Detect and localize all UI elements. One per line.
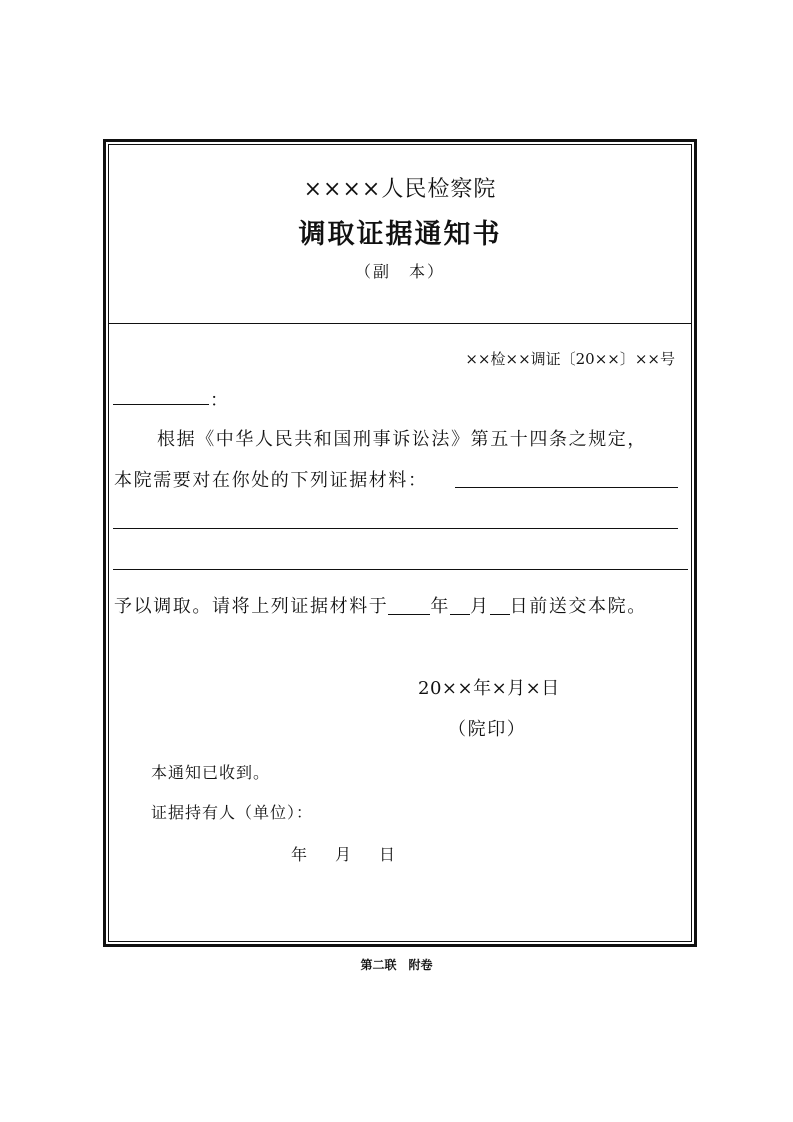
- receipt-date-fields: 年 月 日: [291, 845, 402, 864]
- addressee-colon: ：: [210, 390, 230, 411]
- materials-blank-1: [455, 487, 678, 488]
- materials-blank-2: [113, 528, 678, 529]
- day-blank: [490, 596, 510, 615]
- issue-date: 20××年×月×日: [418, 678, 560, 699]
- year-blank: [388, 596, 430, 615]
- body-line-3: [114, 592, 647, 618]
- body-line-2: 本院需要对在你处的下列证据材料：: [114, 470, 428, 491]
- body-line-3-start: 予以调取。请将上列证据材料于: [114, 596, 389, 617]
- month-blank: [450, 596, 470, 615]
- receipt-acknowledgement: 本通知已收到。: [151, 763, 271, 782]
- court-seal-label: （院印）: [448, 719, 527, 740]
- body-line-3-end: 日前送交本院。: [509, 596, 647, 617]
- evidence-holder-label: 证据持有人（单位）：: [151, 803, 314, 822]
- document-title: 调取证据通知书: [298, 219, 502, 250]
- year-label: 年: [430, 596, 451, 617]
- month-label: 月: [470, 596, 490, 617]
- addressee-blank: [113, 404, 209, 405]
- materials-blank-3: [113, 569, 688, 570]
- header-divider: [108, 323, 692, 324]
- organization-name: ××××人民检察院: [303, 177, 497, 202]
- copy-label: （副 本）: [354, 262, 445, 281]
- document-number: ××检××调证〔20××〕××号: [465, 350, 675, 368]
- body-line-1: 根据《中华人民共和国刑事诉讼法》第五十四条之规定，: [157, 429, 647, 450]
- copy-footer: 第二联 附卷: [360, 958, 433, 972]
